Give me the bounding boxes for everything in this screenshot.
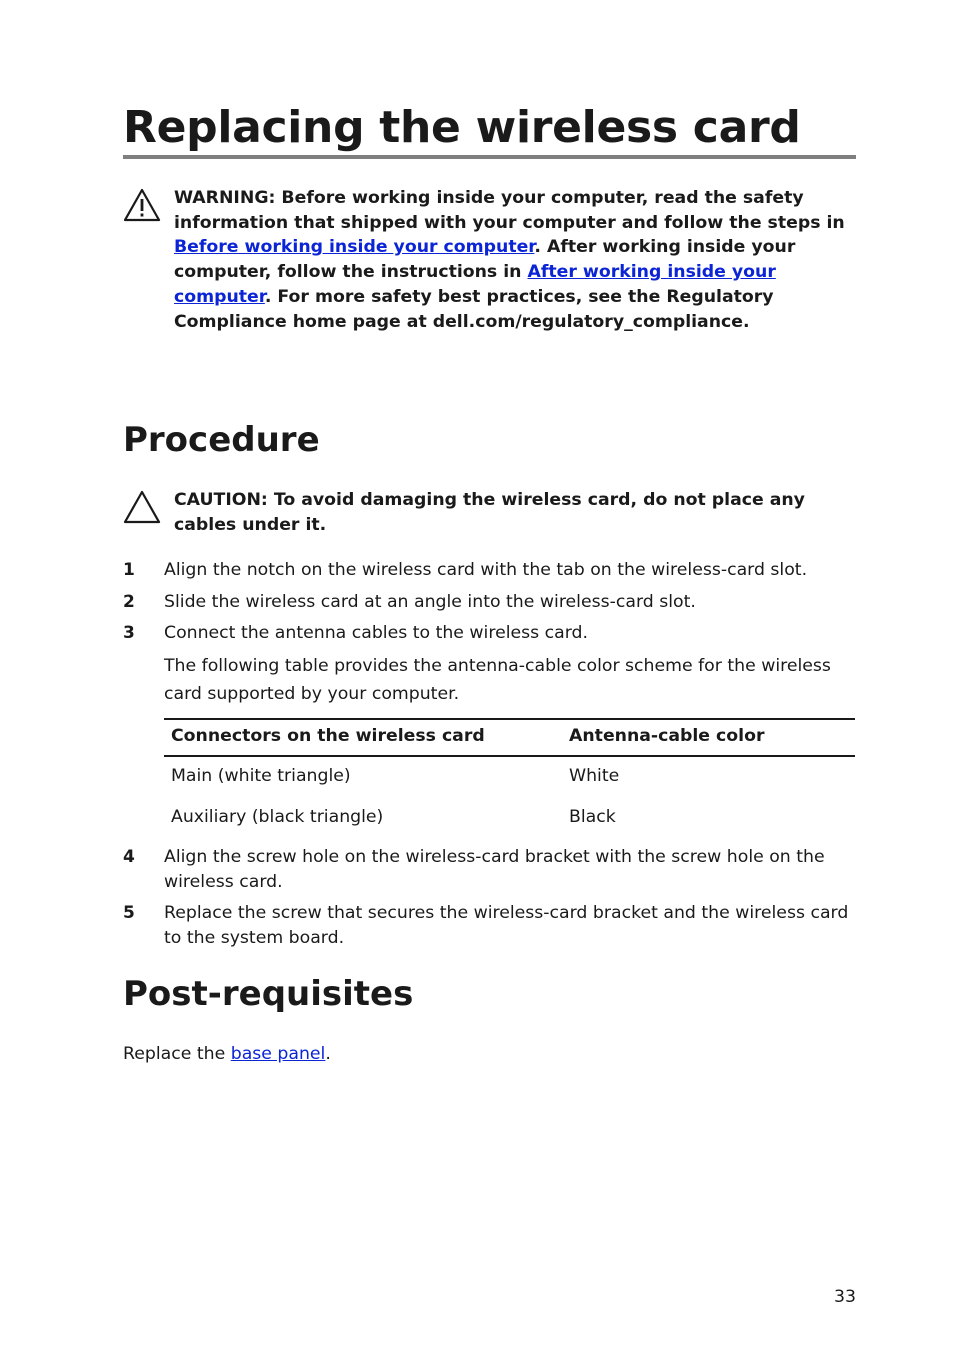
table-header-rule bbox=[164, 755, 855, 757]
step-number: 1 bbox=[123, 560, 135, 580]
post-requisites-text bbox=[123, 1042, 331, 1067]
post-requisites-heading: Post-requisites bbox=[123, 974, 414, 1014]
table-top-rule bbox=[164, 718, 855, 720]
warning-text-3: . For more safety best practices, see the Regulatory Compliance home page at dell.com/regulatory_compliance. bbox=[174, 286, 774, 332]
step-text: Replace the screw that secures the wireless-card bracket and the wireless card to the system board. bbox=[164, 903, 849, 948]
page-title: Replacing the wireless card bbox=[123, 102, 801, 153]
table-cell: Black bbox=[569, 807, 616, 827]
page-number: 33 bbox=[834, 1287, 856, 1307]
step-number: 4 bbox=[123, 847, 135, 867]
step-number: 5 bbox=[123, 903, 135, 923]
title-underline bbox=[123, 155, 856, 159]
procedure-heading: Procedure bbox=[123, 420, 320, 460]
table-header-connectors: Connectors on the wireless card bbox=[171, 726, 485, 746]
table-cell: Auxiliary (black triangle) bbox=[171, 807, 384, 827]
table-header-color: Antenna-cable color bbox=[569, 726, 765, 746]
step-text: Align the notch on the wireless card with the tab on the wireless-card slot. bbox=[164, 560, 808, 580]
step-text: Align the screw hole on the wireless-card bracket with the screw hole on the wireless card. bbox=[164, 847, 825, 892]
table-cell: White bbox=[569, 766, 620, 786]
after-working-link[interactable]: After working inside your computer bbox=[174, 262, 776, 307]
step-number: 3 bbox=[123, 623, 135, 643]
step-text: Slide the wireless card at an angle into the wireless-card slot. bbox=[164, 592, 696, 612]
step-number: 2 bbox=[123, 592, 135, 612]
caution-triangle-icon bbox=[123, 490, 161, 524]
before-working-link[interactable]: Before working inside your computer bbox=[174, 237, 535, 258]
warning-triangle-icon bbox=[123, 188, 161, 222]
post-text-after: . bbox=[325, 1044, 331, 1064]
warning-note bbox=[174, 186, 854, 334]
table-intro: The following table provides the antenna-cable color scheme for the wireless card supported by your computer. bbox=[164, 656, 831, 704]
caution-note: CAUTION: To avoid damaging the wireless card, do not place any cables under it. bbox=[174, 490, 805, 535]
warning-text-2: . After working inside your computer, follow the instructions in bbox=[174, 237, 796, 283]
post-text-before: Replace the bbox=[123, 1044, 231, 1064]
table-cell: Main (white triangle) bbox=[171, 766, 351, 786]
base-panel-link[interactable]: base panel bbox=[230, 1044, 326, 1064]
warning-text-1: WARNING: Before working inside your computer, read the safety information that shipped with your computer and follow the steps in bbox=[174, 188, 845, 233]
step-text: Connect the antenna cables to the wireless card. bbox=[164, 623, 589, 643]
